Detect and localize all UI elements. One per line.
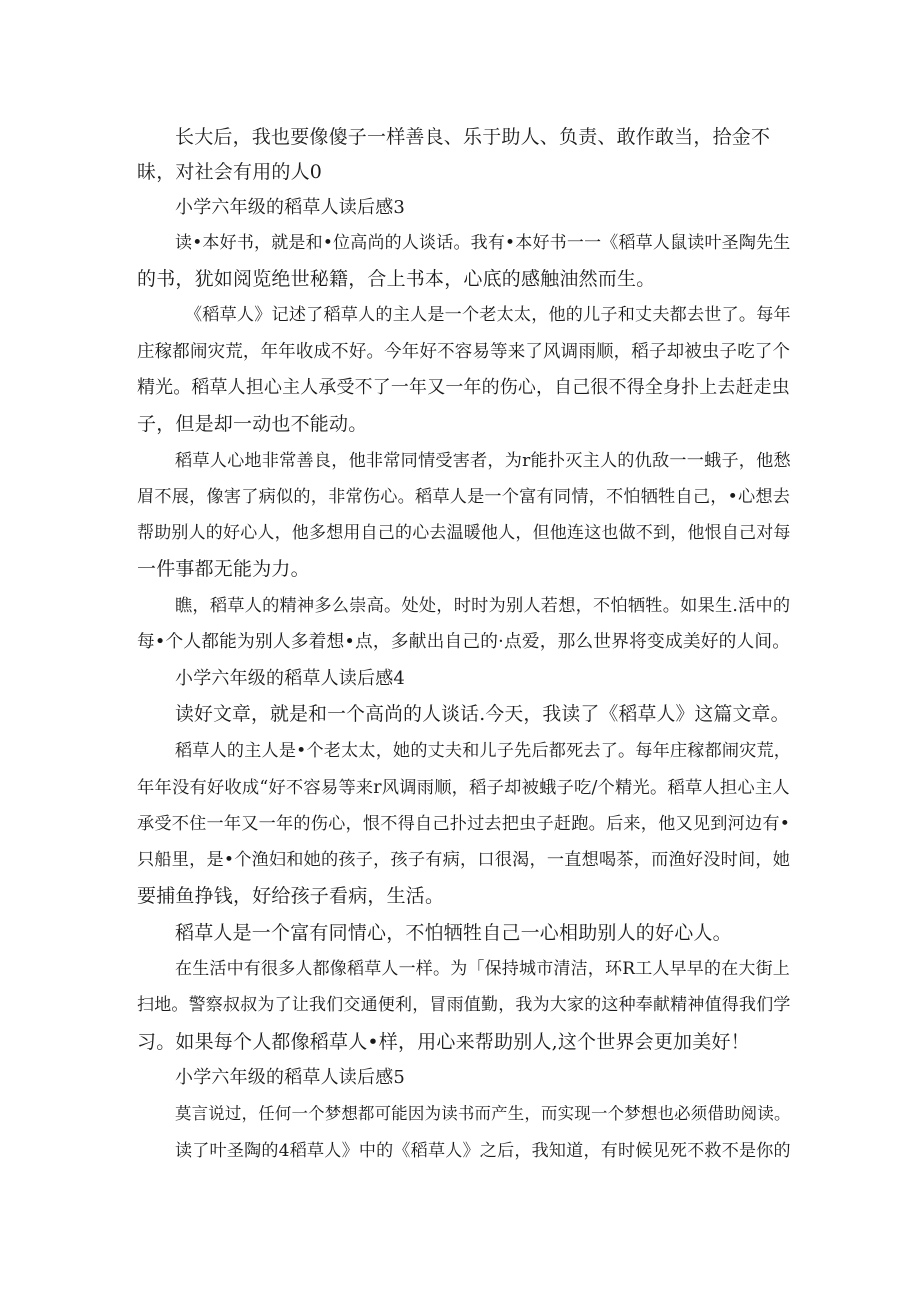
- section-heading: 小学六年级的稻草人读后感3: [175, 197, 406, 218]
- paragraph-line: 读了叶圣陶的4稻草人》中的《稻草人》之后，我知道，有时候见死不救不是你的: [175, 1141, 791, 1161]
- paragraph-line: 子，但是却一动也不能动。: [137, 413, 368, 435]
- paragraph-line: 庄稼都闹灾荒，年年收成不好。今年好不容易等来了风调雨顺，稻子却被虫子吃了个: [137, 342, 791, 362]
- paragraph-line: 每•个人都能为别人多着想•点，多献出自己的·点爱，那么世界将变成美好的人间。: [137, 632, 791, 652]
- paragraph-line: 眉不展，像害了病似的，非常伤心。稻草人是一个富有同情，不怕牺牲自己，•心想去: [137, 487, 791, 507]
- paragraph-line: 莫言说过，任何一个梦想都可能因为读书而产生，而实现一个梦想也必须借助阅读。: [175, 1104, 791, 1123]
- paragraph-line: 年年没有好收成“好不容易等来r风调雨顺，稻子却被蛾子吃/个精光。稻草人担心主人: [137, 778, 790, 798]
- paragraph-line: 精光。稻草人担心主人承受不了一年又一年的伤心，自己很不得全身扑上去赶走虫: [137, 377, 790, 398]
- paragraph-line: 昧，对社会有用的人0: [137, 161, 323, 183]
- paragraph-line: 稻草人的主人是•个老太太，她的丈夫和儿子先后都死去了。每年庄稼都闹灾荒，: [175, 741, 792, 761]
- paragraph-line: 《稻草人》记述了稻草人的主人是一个老太太，他的儿子和丈夫都去世了。每年: [185, 305, 791, 325]
- paragraph-line: 在生活中有很多人都像稻草人一样。为「保持城市清洁，环R工人早早的在大街上: [175, 959, 790, 979]
- section-heading: 小学六年级的稻草人读后感5: [175, 1067, 406, 1088]
- paragraph-line: 帮助别人的好心人，他多想用自己的心去温暖他人，但他连这也做不到，他恨自己对每: [137, 523, 791, 543]
- paragraph-line: 要捕鱼挣钱，好给孩子看病，生活。: [137, 885, 445, 907]
- section-heading: 小学六年级的稻草人读后感4: [175, 668, 406, 689]
- paragraph-line: 读好文章，就是和一个高尚的人谈话.今天，我读了《稻草人》这篇文章。: [175, 704, 790, 725]
- paragraph-line: 长大后，我也要像傻子一样善良、乐于助人、负责、敢作敢当，拾金不: [175, 126, 771, 148]
- paragraph-line: 瞧，稻草人的精神多么崇高。处处，时时为别人若想，不怕牺牲。如果生.活中的: [175, 596, 791, 616]
- paragraph-line: 稻草人是一个富有同情心，不怕牺牲自己一心相助别人的好心人。: [175, 922, 732, 944]
- paragraph-line: 一件事都无能为力。: [137, 558, 310, 580]
- paragraph-line: 稻草人心地非常善良，他非常同情受害者，为r能扑灭主人的仇敌一一蛾子，他愁: [175, 451, 791, 471]
- paragraph-line: 只船里，是•个渔妇和她的孩子，孩子有病，口很渴，一直想喝茶，而渔好没时间，她: [137, 850, 791, 870]
- paragraph-line: 承受不住一年又一年的伤心，恨不得自己扑过去把虫子赶跑。后来，他又见到河边有•: [137, 814, 791, 834]
- paragraph-line: 扫地。警察叔叔为了让我们交通便利，冒雨值勤，我为大家的这种奉献精神值得我们学: [137, 995, 791, 1015]
- paragraph-line: 读•本好书，就是和•位高尚的人谈话。我有•本好书一一《稻草人鼠读叶圣陶先生: [175, 233, 791, 253]
- paragraph-line: 习。如果每个人都像稻草人•样，用心来帮助别人,这个世界会更加美好！: [137, 1031, 750, 1053]
- paragraph-line: 的书，犹如阅览绝世秘籍，合上书本，心底的感触油然而生。: [137, 268, 656, 290]
